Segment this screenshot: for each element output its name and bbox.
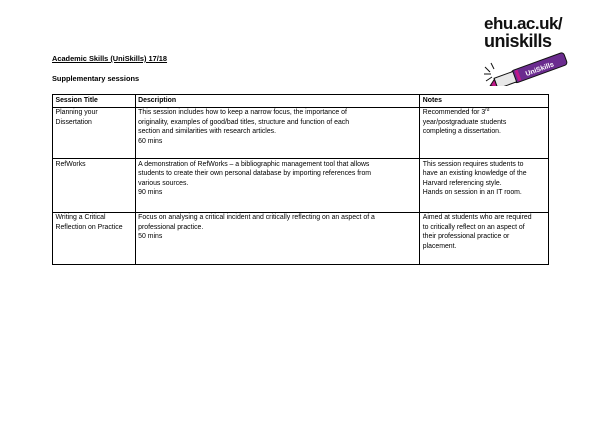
table-header-row [53,95,549,108]
logo-text-line2: uniskills [484,31,552,51]
session-title-cell [53,107,136,159]
notes-line: Aimed at students who are required [422,214,532,222]
table-row [53,107,549,159]
marker-pen-icon [484,52,574,86]
notes-line: completing a dissertation. [422,128,501,136]
duration-text: 60 mins [138,137,163,145]
notes-line: to critically reflect on an aspect of [422,223,525,231]
session-title-line: Writing a Critical [55,214,106,222]
header-session-title: Session Title [53,95,136,108]
header-notes: Notes [420,95,549,108]
session-title-cell [53,212,136,265]
session-title-line: Reflection on Practice [55,223,123,231]
notes-text: Recommended for 3 [422,109,486,117]
notes-line: have an existing knowledge of the [422,170,527,178]
description-cell [135,107,420,159]
description-line: This session includes how to keep a narrow focus, the importance of [138,109,347,117]
notes-line: Hands on session in an IT room. [422,189,522,197]
description-line: A demonstration of RefWorks – a bibliographic management tool that allows [138,160,370,168]
duration-text: 50 mins [138,233,163,241]
notes-cell [420,212,549,265]
description-line: Focus on analysing a critical incident and critically reflecting on an aspect of a [138,214,375,222]
description-line: section and similarities with research articles. [138,128,277,136]
description-line: originality, examples of good/bad titles, structure and function of each [138,118,350,126]
notes-line: placement. [422,242,457,250]
document-title: Academic Skills (UniSkills) 17/18 [52,54,168,63]
session-title-line: Dissertation [55,118,92,126]
section-heading: Supplementary sessions [52,74,140,83]
notes-cell [420,107,549,159]
description-line: various sources. [138,179,189,187]
table-row [53,212,549,265]
notes-line: their professional practice or [422,233,510,241]
description-cell [135,212,420,265]
notes-line [423,108,546,118]
description-line: students to create their own personal database by importing references from [138,170,372,178]
logo-text-line1: ehu.ac.uk/ [484,14,563,33]
ordinal-suffix: rd [485,108,490,114]
notes-line: This session requires students to [422,160,524,168]
session-title-cell [53,159,136,213]
description-line: professional practice. [138,223,204,231]
duration-text: 90 mins [138,189,163,197]
notes-line: year/postgraduate students [422,118,507,126]
header-description: Description [135,95,420,108]
session-title-line: Planning your [55,109,98,117]
notes-line: Harvard referencing style. [422,179,502,187]
table-row [53,159,549,213]
uniskills-logo [484,14,574,84]
description-cell [135,159,420,213]
notes-cell [420,159,549,213]
sessions-table [52,94,549,265]
marker-label: UniSkills [524,61,555,78]
session-title-line: RefWorks [55,160,86,168]
